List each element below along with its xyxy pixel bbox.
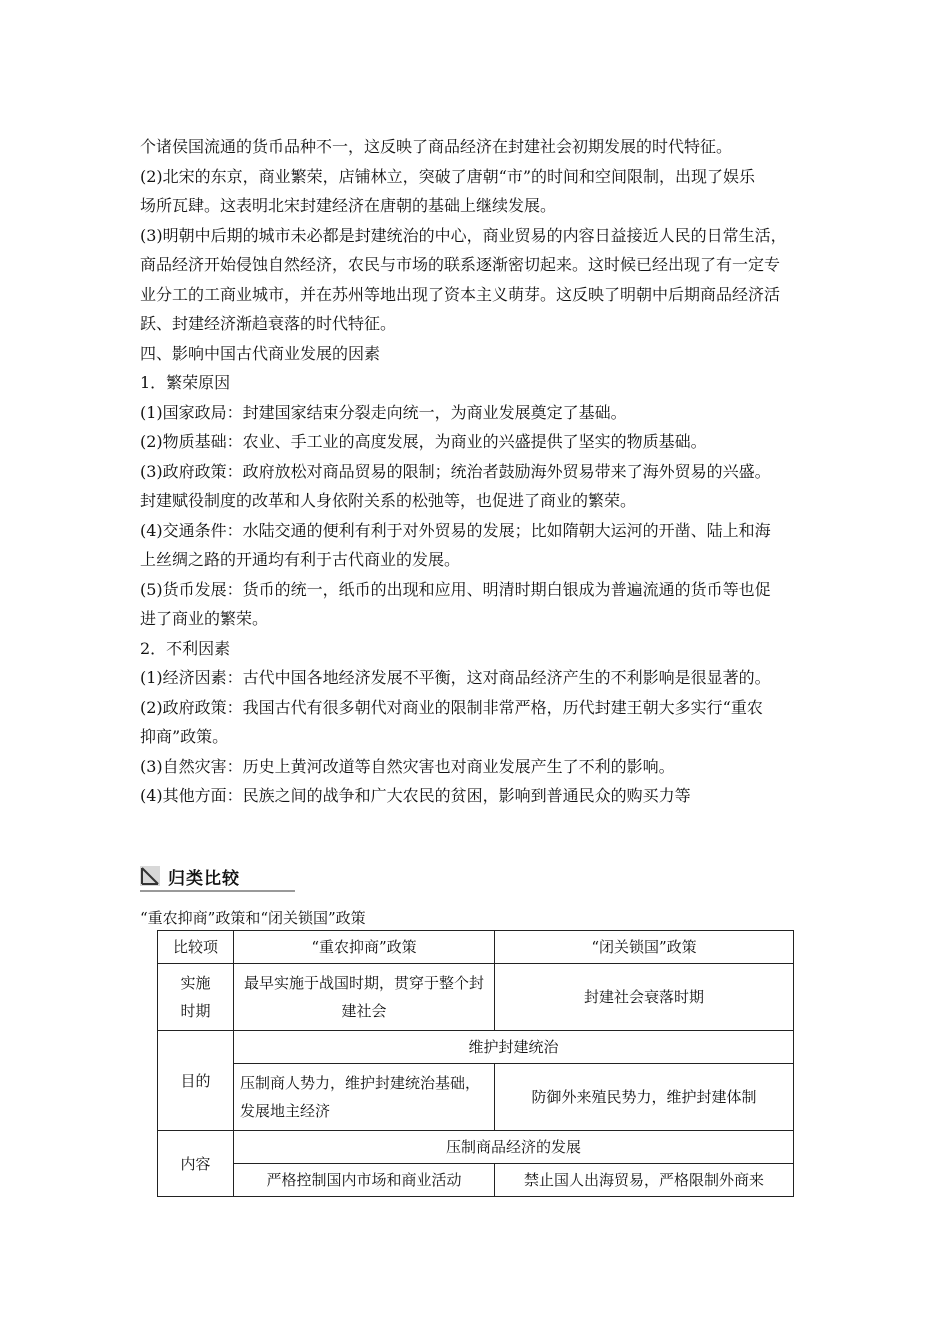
text-line: (4)交通条件：水陆交通的便利有利于对外贸易的发展；比如隋朝大运河的开凿、陆上和海 (140, 520, 771, 540)
table-cell: 禁止国人出海贸易，严格限制外商来 (495, 1164, 794, 1197)
text-line: 个诸侯国流通的货币品种不一，这反映了商品经济在封建社会初期发展的时代特征。 (140, 137, 733, 156)
text-line: (2)物质基础：农业、手工业的高度发展，为商业的兴盛提供了坚实的物质基础。 (140, 432, 707, 451)
text-line: 1．繁荣原因 (140, 373, 231, 392)
table-cell-merged: 维护封建统治 (234, 1031, 794, 1064)
text-line: (4)其他方面：民族之间的战争和广大农民的贫困，影响到普通民众的购买力等 (140, 786, 691, 805)
paragraph (140, 221, 815, 339)
text-line: 业分工的工商业城市，并在苏州等地出现了资本主义萌芽。这反映了明朝中后期商品经济活 (140, 284, 781, 304)
header-cell: 比较项 (158, 931, 234, 964)
paragraph (140, 457, 815, 516)
text-line: 商品经济开始侵蚀自然经济，农民与市场的联系逐渐密切起来。这时候已经出现了有一定专 (140, 255, 781, 274)
table-row (158, 1031, 794, 1064)
table-row (158, 1164, 794, 1197)
table-cell: 最早实施于战国时期，贯穿于整个封建社会 (234, 964, 495, 1031)
text-line: (2)北宋的东京，商业繁荣，店铺林立，突破了唐朝“市”的时间和空间限制，出现了娱乐 (140, 166, 756, 186)
row-label-part: 时期 (180, 1002, 211, 1020)
text-line: 跃、封建经济渐趋衰落的时代特征。 (140, 314, 397, 333)
table-cell: 压制商人势力，维护封建统治基础，发展地主经济 (234, 1064, 495, 1131)
text-line: (3)自然灾害：历史上黄河改道等自然灾害也对商业发展产生了不利的影响。 (140, 756, 675, 776)
table-header-row (158, 931, 794, 964)
text-line: (1)国家政局：封建国家结束分裂走向统一，为商业发展奠定了基础。 (140, 402, 627, 422)
paragraph (140, 339, 815, 369)
text-line: (2)政府政策：我国古代有很多朝代对商业的限制非常严格，历代封建王朝大多实行“重农 (140, 697, 763, 717)
heading-underline (140, 890, 295, 892)
table-cell: 严格控制国内市场和商业活动 (234, 1164, 495, 1197)
header-cell: “闭关锁国”政策 (495, 931, 794, 964)
table-caption: “重农抑商”政策和“闭关锁国”政策 (140, 909, 366, 927)
table-cell: 防御外来殖民势力，维护封建体制 (495, 1064, 794, 1131)
paragraph (140, 752, 815, 782)
row-label: 目的 (158, 1031, 234, 1131)
paragraph (140, 368, 815, 398)
table-cell: 封建社会衰落时期 (495, 964, 794, 1031)
text-line: 封建赋役制度的改革和人身依附关系的松弛等，也促进了商业的繁荣。 (140, 491, 637, 510)
text-line: (3)政府政策：政府放松对商品贸易的限制；统治者鼓励海外贸易带来了海外贸易的兴盛。 (140, 461, 771, 481)
paragraph (140, 516, 815, 575)
table-row (158, 964, 794, 1031)
table-row (158, 1131, 794, 1164)
paragraph (140, 398, 815, 428)
header-cell: “重农抑商”政策 (234, 931, 495, 964)
text-line: 四、影响中国古代商业发展的因素 (140, 343, 381, 363)
text-line: 上丝绸之路的开通均有利于古代商业的发展。 (140, 550, 461, 569)
paragraph (140, 162, 815, 221)
row-label-part: 实施 (180, 974, 211, 992)
paragraph (140, 427, 815, 457)
table-cell-merged: 压制商品经济的发展 (234, 1131, 794, 1164)
paragraph (140, 781, 815, 811)
paragraph (140, 693, 815, 752)
comparison-table (157, 930, 794, 1197)
paragraph (140, 575, 815, 634)
text-line: 场所瓦肆。这表明北宋封建经济在唐朝的基础上继续发展。 (140, 196, 557, 215)
table-row (158, 1064, 794, 1131)
diagonal-stripe-icon (140, 866, 160, 886)
section-heading-text: 归类比较 (168, 869, 240, 889)
paragraph (140, 634, 815, 664)
row-label (158, 964, 234, 1031)
paragraph (140, 132, 815, 162)
text-line: 2．不利因素 (140, 638, 231, 658)
section-heading (140, 862, 295, 892)
text-line: 抑商”政策。 (140, 727, 229, 746)
text-line: (3)明朝中后期的城市未必都是封建统治的中心，商业贸易的内容日益接近人民的日常生活， (140, 225, 787, 245)
text-line: 进了商业的繁荣。 (140, 609, 269, 628)
paragraph (140, 663, 815, 693)
text-line: (5)货币发展：货币的统一，纸币的出现和应用、明清时期白银成为普遍流通的货币等也促 (140, 579, 771, 599)
row-label: 内容 (158, 1131, 234, 1197)
text-line: (1)经济因素：古代中国各地经济发展不平衡，这对商品经济产生的不利影响是很显著的。 (140, 668, 771, 687)
